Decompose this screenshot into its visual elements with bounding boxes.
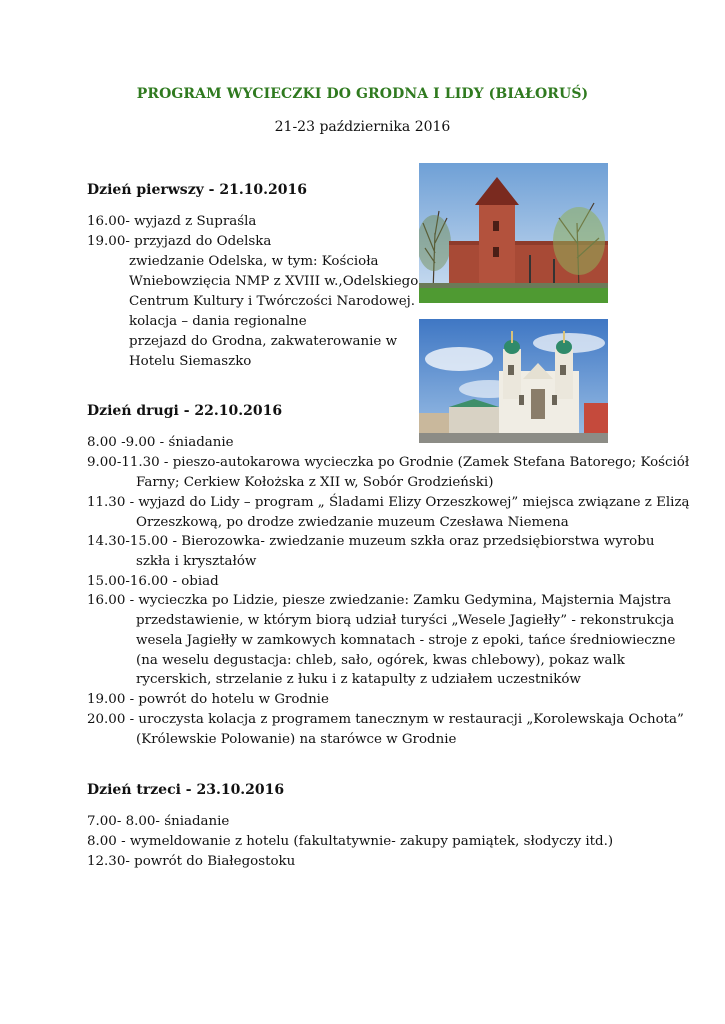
- day2-line: 9.00-11.30 - pieszo-autokarowa wycieczka po Grodnie (Zamek Stefana Batorego; Kościół: [87, 455, 690, 470]
- day2-line: przedstawienie, w którym biorą udział turyści „Wesele Jagiełły” - rekonstrukcja: [136, 613, 675, 628]
- day1-line: 19.00- przyjazd do Odelska: [87, 234, 272, 249]
- church-photo: [419, 319, 608, 443]
- day3-line: 7.00- 8.00- śniadanie: [87, 814, 230, 829]
- document-title: PROGRAM WYCIECZKI DO GRODNA I LIDY (BIAŁORUŚ): [136, 86, 589, 102]
- day3-line: 8.00 - wymeldowanie z hotelu (fakultatywnie- zakupy pamiątek, słodyczy itd.): [87, 834, 614, 849]
- day2-line: (na weselu degustacja: chleb, sało, ogórek, kwas chlebowy), pokaz walk: [136, 653, 625, 668]
- day2-line: (Królewskie Polowanie) na starówce w Grodnie: [136, 732, 457, 747]
- day2-line: 14.30-15.00 - Bierozowka- zwiedzanie muzeum szkła oraz przedsiębiorstwa wyrobu: [87, 534, 655, 549]
- day2-line: rycerskich, strzelanie z łuku i z katapulty z udziałem uczestników: [136, 672, 581, 687]
- day1-line: kolacja – dania regionalne: [129, 314, 307, 329]
- day3-heading: Dzień trzeci - 23.10.2016: [87, 782, 285, 798]
- day1-heading: Dzień pierwszy - 21.10.2016: [87, 182, 308, 198]
- day2-line: Farny; Cerkiew Kołożska z XII w, Sobór Grodzieński): [136, 475, 494, 490]
- day2-line: wesela Jagiełły w zamkowych komnatach - stroje z epoki, tańce średniowieczne: [136, 633, 676, 648]
- day2-line: 16.00 - wycieczka po Lidzie, piesze zwiedzanie: Zamku Gedymina, Majsternia Majstra: [87, 593, 672, 608]
- day3-line: 12.30- powrót do Białegostoku: [87, 854, 296, 869]
- day2-line: szkła i kryształów: [136, 554, 257, 569]
- day1-line: Hotelu Siemaszko: [129, 354, 252, 369]
- day2-line: 20.00 - uroczysta kolacja z programem tanecznym w restauracji „Korolewskaja Ochota”: [87, 712, 684, 727]
- day2-heading: Dzień drugi - 22.10.2016: [87, 403, 283, 419]
- day2-line: Orzeszkową, po drodze zwiedzanie muzeum Czesława Niemena: [136, 515, 569, 530]
- day2-line: 11.30 - wyjazd do Lidy – program „ Śladami Elizy Orzeszkowej” miejsca związane z Elizą: [87, 495, 690, 510]
- day1-line: zwiedzanie Odelska, w tym: Kościoła: [129, 254, 379, 269]
- day1-line: Wniebowzięcia NMP z XVIII w.,Odelskiego: [129, 274, 419, 289]
- trip-dates: 21-23 października 2016: [274, 119, 451, 135]
- castle-photo: [419, 163, 608, 303]
- day2-line: 19.00 - powrót do hotelu w Grodnie: [87, 692, 329, 707]
- day1-line: 16.00- wyjazd z Supraśla: [87, 214, 257, 229]
- day2-line: 15.00-16.00 - obiad: [87, 574, 219, 589]
- day2-line: 8.00 -9.00 - śniadanie: [87, 435, 234, 450]
- day1-line: Centrum Kultury i Twórczości Narodowej.: [129, 294, 416, 309]
- day1-line: przejazd do Grodna, zakwaterowanie w: [129, 334, 398, 349]
